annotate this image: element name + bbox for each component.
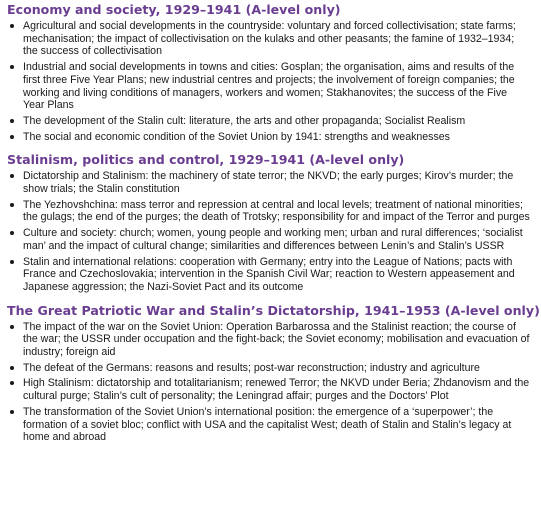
list-item: The Yezhovshchina: mass terror and repression at central and local levels; treatment of national minorities; the gulags; the end of the purges; the death of Trotsky; responsibility for and impact of the Terror and purges (7, 199, 531, 224)
list-item: The defeat of the Germans: reasons and results; post-war reconstruction; industry and agriculture (7, 362, 531, 375)
list-item: The impact of the war on the Soviet Union: Operation Barbarossa and the Stalinist reaction; the course of the war; the USSR under occupation and the fight-back; the Soviet economy; mobilisation and evacuation of industry; foreign aid (7, 321, 531, 359)
list-item: Industrial and social developments in towns and cities: Gosplan; the organisation, aims and results of the first three Five Year Plans; new industrial centres and projects; the involvement of foreign companies; the working and living conditions of managers, workers and women; Stakhanovites; the success of the Five Year Plans (7, 61, 531, 112)
section-economy-and-society (7, 2, 531, 143)
section-heading: Stalinism, politics and control, 1929–1941 (A-level only) (7, 152, 405, 168)
section-heading: The Great Patriotic War and Stalin’s Dictatorship, 1941–1953 (A-level only) (7, 302, 540, 318)
list-item: Dictatorship and Stalinism: the machinery of state terror; the NKVD; the early purges; Kirov’s murder; the show trials; the Stalin constitution (7, 170, 531, 195)
section-stalinism-politics-and-control (7, 152, 531, 293)
bullet-list (7, 20, 531, 143)
list-item: The social and economic condition of the Soviet Union by 1941: strengths and weaknesses (7, 131, 531, 144)
bullet-list (7, 321, 531, 444)
section-great-patriotic-war (7, 302, 540, 444)
list-item: The transformation of the Soviet Union’s international position: the emergence of a ‘superpower’; the formation of a soviet bloc; conflict with USA and the capitalist West; death of Stalin and Stalin’s legacy at home and abroad (7, 406, 531, 444)
list-item: Agricultural and social developments in the countryside: voluntary and forced collectivisation; state farms; mechanisation; the impact of collectivisation on the kulaks and other peasants; the famine of 1932–1934; the success of collectivisation (7, 20, 531, 58)
list-item: The development of the Stalin cult: literature, the arts and other propaganda; Socialist Realism (7, 115, 531, 128)
list-item: Stalin and international relations: cooperation with Germany; entry into the League of Nations; pacts with France and Czechoslovakia; intervention in the Spanish Civil War; reaction to Western appeasement and Japanese aggression; the Nazi-Soviet Pact and its outcome (7, 256, 531, 294)
bullet-list (7, 170, 531, 293)
list-item: Culture and society: church; women, young people and working men; urban and rural differences; ‘socialist man’ and the impact of cultural change; similarities and differences between Lenin’s and Stalin’s USSR (7, 227, 531, 252)
section-heading: Economy and society, 1929–1941 (A-level only) (7, 2, 341, 17)
list-item: High Stalinism: dictatorship and totalitarianism; renewed Terror; the NKVD under Beria; Zhdanovism and the cultural purge; Stalin’s cult of personality; the Leningrad affair; purges and the Doctors’ Plot (7, 377, 531, 402)
